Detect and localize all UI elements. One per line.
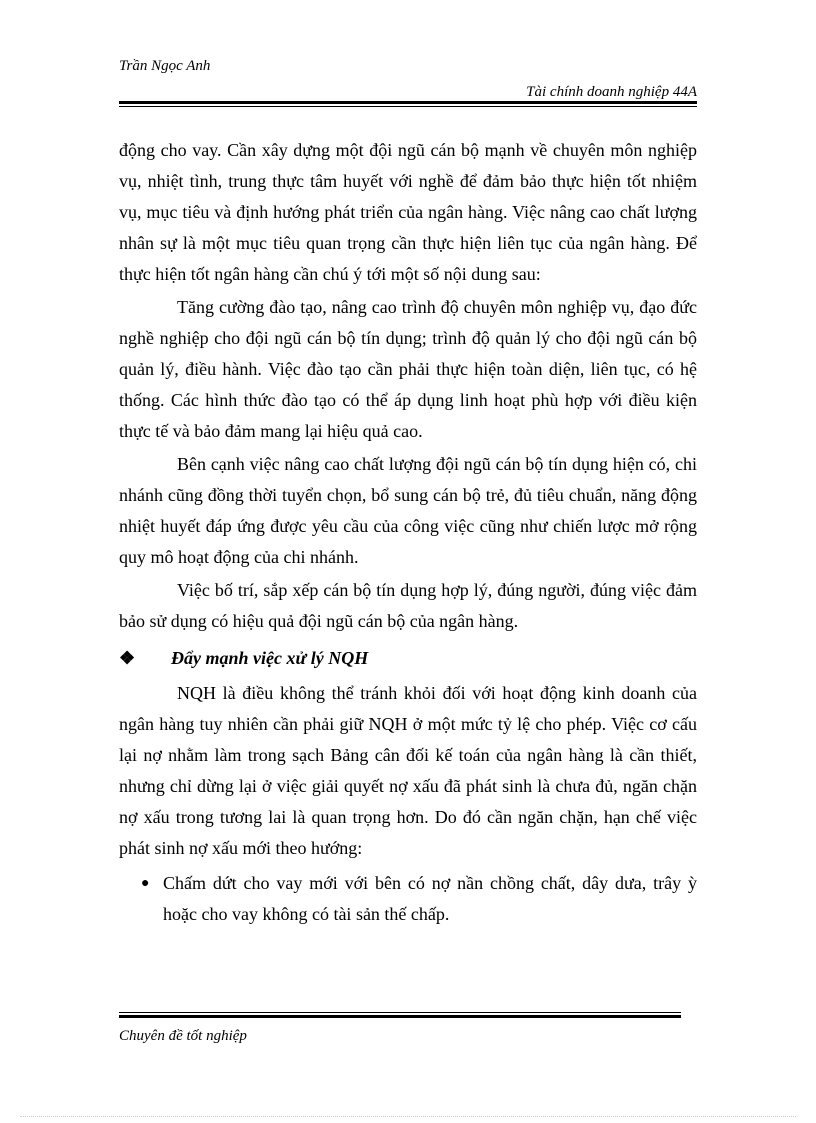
header-course: Tài chính doanh nghiệp 44A [526, 84, 697, 100]
header-divider [119, 101, 697, 104]
paragraph: Bên cạnh việc nâng cao chất lượng đội ngũ cán bộ tín dụng hiện có, chi nhánh cũng đồng thời tuyển chọn, bổ sung cán bộ trẻ, đủ tiêu chuẩn, năng động nhiệt huyết đáp ứng được yêu cầu của công việc cũng như chiến lược mở rộng quy mô hoạt động của chi nhánh. [119, 454, 697, 567]
diamond-bullet-icon: ❖ [119, 648, 136, 668]
bullet-dot-icon: ● [141, 876, 150, 891]
document-body [119, 135, 697, 930]
list-item-text: Chấm dứt cho vay mới với bên có nợ nần chồng chất, dây dưa, trây ỳ hoặc cho vay không có tài sản thế chấp. [163, 873, 697, 924]
paragraph: NQH là điều không thể tránh khỏi đối với hoạt động kinh doanh của ngân hàng tuy nhiên cần phải giữ NQH ở một mức tỷ lệ cho phép. Việc cơ cấu lại nợ nhằm làm trong sạch Bảng cân đối kế toán của ngân hàng là cần thiết, nhưng chỉ dừng lại ở việc giải quyết nợ xấu đã phát sinh là chưa đủ, ngăn chặn nợ xấu trong tương lai là quan trọng hơn. Do đó cần ngăn chặn, hạn chế việc phát sinh nợ xấu mới theo hướng: [119, 683, 697, 858]
paragraph: động cho vay. Cần xây dựng một đội ngũ cán bộ mạnh về chuyên môn nghiệp vụ, nhiệt tình, trung thực tâm huyết với nghề để đảm bảo thực hiện tốt nhiệm vụ, mục tiêu và định hướng phát triển của ngân hàng. Việc nâng cao chất lượng nhân sự là một mục tiêu quan trọng cần thực hiện liên tục của ngân hàng. Để thực hiện tốt ngân hàng cần chú ý tới một số nội dung sau: [119, 140, 697, 284]
footer-divider [119, 1015, 681, 1018]
footer-label: Chuyên đề tốt nghiệp [119, 1028, 247, 1044]
paragraph: Tăng cường đào tạo, nâng cao trình độ chuyên môn nghiệp vụ, đạo đức nghề nghiệp cho đội ngũ cán bộ tín dụng; trình độ quản lý cho đội ngũ cán bộ quản lý, điều hành. Việc đào tạo cần phải thực hiện toàn diện, liên tục, có hệ thống. Các hình thức đào tạo có thể áp dụng linh hoạt phù hợp với điều kiện thực tế và bảo đảm mang lại hiệu quả cao. [119, 297, 697, 441]
header-divider-thin [119, 106, 697, 107]
paragraph: Việc bố trí, sắp xếp cán bộ tín dụng hợp lý, đúng người, đúng việc đảm bảo sử dụng có hiệu quả đội ngũ cán bộ của ngân hàng. [119, 580, 697, 631]
section-heading [119, 643, 697, 674]
header-author: Trần Ngọc Anh [119, 58, 211, 74]
page-edge [20, 1116, 796, 1117]
section-heading-text: Đẩy mạnh việc xử lý NQH [171, 648, 369, 668]
footer-divider-thin [119, 1012, 681, 1013]
list-item [119, 868, 697, 930]
